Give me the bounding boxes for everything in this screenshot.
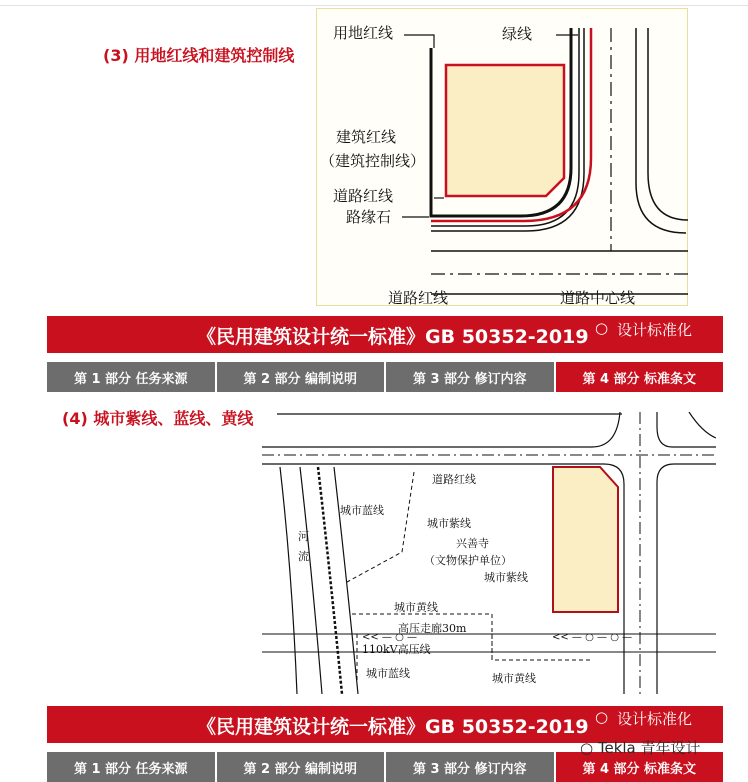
banner-title-2: 《民用建筑设计统一标准》GB 50352-2019: [197, 716, 589, 738]
label-hv-line: 110kV高压线: [362, 643, 431, 656]
tab-part-2[interactable]: 第 2 部分 编制说明: [217, 362, 387, 392]
wechat-icon-2: ○: [595, 708, 609, 726]
banner-title: 《民用建筑设计统一标准》GB 50352-2019: [197, 326, 589, 348]
label-city-yellow-line: 城市黄线: [394, 601, 438, 614]
banner-watermark: 设计标准化: [617, 321, 693, 339]
tab-part-3-b[interactable]: 第 3 部分 修订内容: [386, 752, 556, 782]
label-road-red-line: 道路红线: [333, 187, 394, 205]
tab-part-3[interactable]: 第 3 部分 修订内容: [386, 362, 556, 392]
label-city-purple-line: 城市紫线: [427, 517, 471, 530]
building-plot: [446, 65, 564, 196]
tab-part-1[interactable]: 第 1 部分 任务来源: [47, 362, 217, 392]
label-river-2: 流: [298, 550, 309, 563]
purple-line-boundary: [347, 472, 414, 582]
tab-part-4-b[interactable]: 第 4 部分 标准条文: [556, 752, 724, 782]
hv-line-marker-right: << — ○ — ○ —: [552, 632, 633, 643]
label-building-red-line: 建筑红线: [336, 128, 397, 146]
label-river-1: 河: [298, 530, 309, 543]
standard-banner: [47, 316, 723, 353]
tab-part-2-b[interactable]: 第 2 部分 编制说明: [217, 752, 387, 782]
label-city-yellow-line-2: 城市黄线: [492, 672, 536, 685]
label-curb: 路缘石: [346, 208, 392, 226]
label-hv-corridor: 高压走廊30m: [398, 622, 467, 635]
river-bank-left: [280, 467, 297, 694]
hv-line-marker-left: << — ○ —: [362, 632, 418, 643]
section-4-title: (4) 城市紫线、蓝线、黄线: [62, 409, 254, 428]
label-road-center-line: 道路中心线: [560, 289, 636, 306]
tab-part-4[interactable]: 第 4 部分 标准条文: [556, 362, 724, 392]
land-use-red-line-diagram: [316, 8, 688, 306]
top-divider: [0, 5, 748, 6]
temple-plot: [553, 467, 618, 612]
label-land-line: 用地红线: [333, 24, 394, 42]
wechat-icon: ○: [595, 319, 609, 337]
label-road-red-line-bottom: 道路红线: [388, 289, 449, 306]
footer-watermark: [580, 737, 701, 758]
section-3-title: (3) 用地红线和建筑控制线: [103, 46, 295, 65]
section-nav: [47, 362, 723, 392]
label-road-red-line: 道路红线: [432, 473, 476, 486]
label-temple-note: （文物保护单位）: [424, 554, 512, 567]
label-temple: 兴善寺: [456, 537, 489, 550]
tab-part-1-b[interactable]: 第 1 部分 任务来源: [47, 752, 217, 782]
footer-watermark-text: Tekla 青年设计: [597, 739, 701, 757]
label-building-control-line: （建筑控制线）: [320, 152, 426, 170]
label-green-line: 绿线: [502, 25, 533, 43]
label-city-purple-line-2: 城市紫线: [484, 571, 528, 584]
label-city-blue-line: 城市蓝线: [340, 504, 384, 517]
city-lines-diagram: [262, 412, 716, 694]
banner-watermark-2: 设计标准化: [617, 710, 693, 728]
label-city-blue-line-2: 城市蓝线: [366, 667, 410, 680]
wechat-icon-3: ○: [580, 739, 598, 757]
